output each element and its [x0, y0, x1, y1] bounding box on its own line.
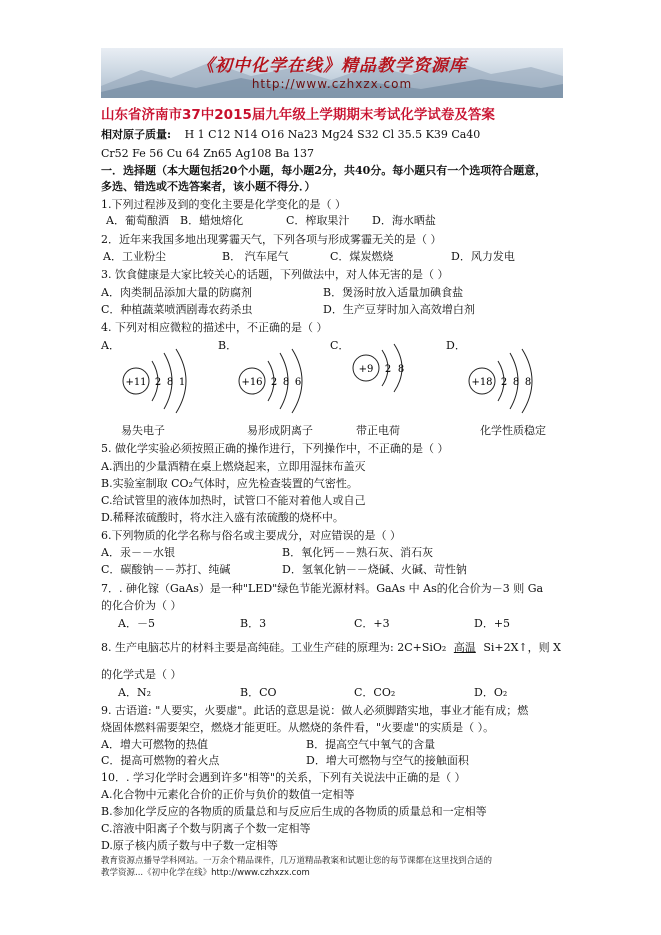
atom-b-shell-2: 8	[282, 377, 290, 388]
atom-diagram-b	[234, 345, 314, 419]
q9-line2: 烧固体燃料需要架空，燃烧才能更旺。从燃烧的条件看，"火要虚"的实质是（ ）。	[101, 721, 495, 734]
q10-stem: 10．. 学习化学时会遇到许多"相等"的关系，下列有关说法中正确的是（ ）	[101, 771, 466, 784]
q6-stem: 6.下列物质的化学名称与俗名或主要成分，对应错误的是（ ）	[101, 529, 401, 542]
atom-c-nucleus: +9	[358, 364, 374, 375]
q8-option-b[interactable]: B．CO	[240, 686, 277, 699]
atom-d-shell-2: 8	[512, 377, 520, 388]
q4-letter-a[interactable]: A．	[101, 339, 120, 352]
q7-line2: 的化合价为（ ）	[101, 599, 182, 612]
q5-option-b[interactable]: B.实验室制取 CO₂气体时，应先检查装置的气密性。	[101, 477, 358, 490]
q2-option-a[interactable]: A．工业粉尘	[103, 250, 166, 263]
atomic-masses-line1	[101, 128, 480, 142]
q8-option-c[interactable]: C．CO₂	[354, 686, 396, 699]
q4-caption-a: 易失电子	[121, 424, 165, 437]
q5-stem: 5. 做化学实验必须按照正确的操作进行，下列操作中，不正确的是（ ）	[101, 442, 449, 455]
q6-option-d[interactable]: D．氢氧化钠－－烧碱、火碱、苛性钠	[282, 563, 467, 576]
footer-line2[interactable]: 教学资源...《初中化学在线》http://www.czhxzx.com	[101, 868, 310, 878]
q5-option-a[interactable]: A.洒出的少量酒精在桌上燃烧起来，立即用湿抹布盖灭	[101, 460, 366, 473]
q2-option-b[interactable]: B． 汽车尾气	[222, 250, 289, 263]
footer-note	[101, 855, 571, 879]
atom-d-shell-1: 2	[500, 377, 508, 388]
q4-letter-b[interactable]: B．	[218, 339, 238, 352]
atom-d-shell-3: 8	[524, 377, 532, 388]
q9-option-a[interactable]: A．增大可燃物的热值	[101, 738, 208, 751]
q7-option-b[interactable]: B．3	[240, 617, 267, 630]
q9-line1: 9. 古语道: "人要实，火要虚"。此话的意思是说：做人必须脚踏实地，事业才能有成；燃	[101, 704, 529, 717]
q10-option-a[interactable]: A.化合物中元素化合价的正价与负价的数值一定相等	[101, 788, 355, 801]
q8-equation-left: 8. 生产电脑芯片的材料主要是高纯硅。工业生产硅的原理为: 2C+SiO₂	[101, 641, 447, 654]
q3-option-d[interactable]: D．生产豆芽时加入高效增白剂	[323, 303, 475, 316]
q1-stem: 1.下列过程涉及到的变化主要是化学变化的是（ ）	[101, 198, 346, 211]
q7-line1: 7．. 砷化镓（GaAs）是一种"LED"绿色节能光源材料。GaAs 中 As的化合价为－3 则 Ga	[101, 582, 544, 595]
atom-a-nucleus: +11	[125, 377, 147, 388]
q3-option-a[interactable]: A．肉类制品添加大量的防腐剂	[101, 286, 252, 299]
q6-option-b[interactable]: B．氧化钙－－熟石灰、消石灰	[282, 546, 434, 559]
q1-option-a[interactable]: A．葡萄酿酒	[106, 214, 169, 227]
banner-title: 《初中化学在线》精品教学资源库	[197, 56, 467, 76]
atom-c-shell-1: 2	[384, 364, 392, 375]
q7-option-a[interactable]: A．－5	[118, 617, 155, 630]
q8-equation-right: Si+2X↑，则 X	[483, 641, 561, 654]
q8-line2: 的化学式是（ ）	[101, 668, 182, 681]
q10-option-d[interactable]: D.原子核内质子数与中子数一定相等	[101, 839, 278, 852]
q9-option-b[interactable]: B．提高空气中氧气的含量	[306, 738, 436, 751]
atom-a-shell-2: 8	[166, 377, 174, 388]
atom-diagram-d	[464, 345, 544, 419]
q2-option-c[interactable]: C．煤炭燃烧	[330, 250, 394, 263]
q9-option-c[interactable]: C．提高可燃物的着火点	[101, 754, 220, 767]
header-banner	[101, 48, 563, 98]
atomic-masses-label: 相对原子质量:	[101, 128, 172, 141]
q3-option-b[interactable]: B．煲汤时放入适量加碘食盐	[323, 286, 464, 299]
q1-option-d[interactable]: D．海水晒盐	[372, 214, 436, 227]
q4-letter-d[interactable]: D．	[446, 339, 466, 352]
banner-url[interactable]: http://www.czhxzx.com	[251, 77, 413, 91]
q8-line1	[101, 641, 561, 655]
document-title: 山东省济南市37中2015届九年级上学期期末考试化学试卷及答案	[101, 107, 495, 123]
atom-b-shell-1: 2	[270, 377, 278, 388]
atom-c-shell-2: 8	[397, 364, 405, 375]
section-heading-line1: 一．选择题（本大题包括20个小题，每小题2分，共40分。每小题只有一个选项符合题意，	[101, 164, 547, 177]
q10-option-b[interactable]: B.参加化学反应的各物质的质量总和与反应后生成的各物质的质量总和一定相等	[101, 805, 487, 818]
q4-caption-d: 化学性质稳定	[480, 424, 546, 437]
atomic-masses-line2: Cr52 Fe 56 Cu 64 Zn65 Ag108 Ba 137	[101, 147, 315, 160]
q4-stem: 4. 下列对相应微粒的描述中，不正确的是（ ）	[101, 321, 328, 334]
q8-option-d[interactable]: D．O₂	[474, 686, 508, 699]
q7-option-c[interactable]: C．+3	[354, 617, 390, 630]
q10-option-c[interactable]: C.溶液中阳离子个数与阴离子个数一定相等	[101, 822, 311, 835]
atomic-masses-values: H 1 C12 N14 O16 Na23 Mg24 S32 Cl 35.5 K39 Ca40	[184, 128, 481, 141]
q7-option-d[interactable]: D．+5	[474, 617, 511, 630]
atom-b-nucleus: +16	[241, 377, 263, 388]
atom-d-nucleus: +18	[471, 377, 493, 388]
atom-b-shell-3: 6	[294, 377, 302, 388]
q4-caption-b: 易形成阴离子	[247, 424, 313, 437]
q6-option-c[interactable]: C．碳酸钠－－苏打、纯碱	[101, 563, 231, 576]
q9-option-d[interactable]: D．增大可燃物与空气的接触面积	[306, 754, 469, 767]
section-heading-line2: 多选、错选或不选答案者，该小题不得分．）	[101, 180, 316, 193]
q3-stem: 3. 饮食健康是大家比较关心的话题，下列做法中，对人体无害的是（ ）	[101, 268, 449, 281]
q1-option-b[interactable]: B．蜡烛熔化	[180, 214, 244, 227]
q5-option-c[interactable]: C.给试管里的液体加热时，试管口不能对着他人或自己	[101, 494, 366, 507]
atom-a-shell-3: 1	[178, 377, 186, 388]
atom-a-shell-1: 2	[154, 377, 162, 388]
q2-option-d[interactable]: D．风力发电	[451, 250, 515, 263]
q2-stem: 2．近年来我国多地出现雾霾天气，下列各项与形成雾霾无关的是（ ）	[101, 233, 442, 246]
q4-caption-c: 带正电荷	[356, 424, 400, 437]
atom-diagram-a	[118, 345, 198, 419]
q4-letter-c[interactable]: C．	[330, 339, 350, 352]
q1-option-c[interactable]: C．榨取果汁	[286, 214, 350, 227]
q8-reaction-condition: 高温	[453, 641, 476, 654]
atom-diagram-c	[348, 340, 418, 404]
footer-line1: 教育资源点播导学科网站。一万余个精品课件，几万道精品教案和试题让您的每节课都在这里找到合适的	[101, 856, 493, 866]
q6-option-a[interactable]: A．汞－－水银	[101, 546, 175, 559]
q5-option-d[interactable]: D.稀释浓硫酸时，将水注入盛有浓硫酸的烧杯中。	[101, 511, 344, 524]
q8-option-a[interactable]: A．N₂	[118, 686, 151, 699]
q3-option-c[interactable]: C．种植蔬菜喷洒剧毒农药杀虫	[101, 303, 253, 316]
